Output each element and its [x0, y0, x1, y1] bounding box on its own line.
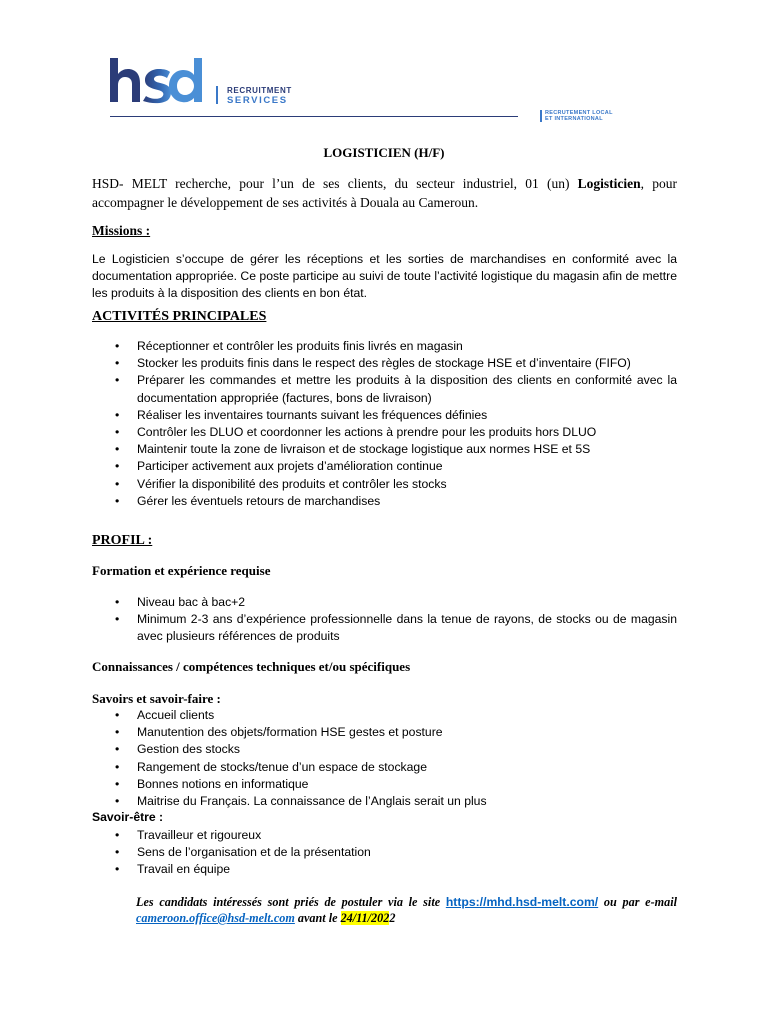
- bullet: •: [115, 862, 120, 877]
- list-item: [92, 355, 677, 372]
- footer-text1: Les candidats intéressés sont priés de postuler via le site: [136, 895, 446, 909]
- brand-line1: RECRUITMENT: [227, 86, 292, 95]
- list-item-text: Travail en équipe: [137, 862, 231, 877]
- list-item: [92, 844, 677, 861]
- savoirs-list: [92, 707, 677, 810]
- profil-heading: PROFIL :: [92, 533, 153, 548]
- savoir-etre-list: [92, 827, 677, 879]
- list-item-text: Sens de l’organisation et de la présentation: [137, 845, 371, 860]
- list-item: [92, 707, 677, 724]
- list-item: [92, 776, 677, 793]
- tagline-line1: RECRUTEMENT LOCAL: [545, 110, 613, 116]
- hsd-logo: [108, 56, 204, 104]
- list-item-text: Accueil clients: [137, 708, 215, 722]
- bullet: •: [115, 476, 120, 491]
- list-item-text: Stocker les produits finis dans le respect des règles de stockage HSE et d’inventaire (FIFO): [137, 356, 631, 371]
- bullet: •: [115, 845, 120, 860]
- intro-after: , pour accompagner le développement de ses activités à Douala au Cameroun.: [92, 176, 677, 210]
- formation-list: [92, 594, 677, 646]
- list-item-text: Travailleur et rigoureux: [137, 828, 262, 842]
- list-item-text: Minimum 2-3 ans d’expérience professionnelle dans la tenue de rayons, de stocks ou de magasin avec plusieurs références de produits: [137, 612, 677, 644]
- list-item-text: Vérifier la disponibilité des produits et contrôler les stocks: [137, 476, 447, 491]
- bullet: •: [115, 407, 120, 422]
- list-item-text: Manutention des objets/formation HSE gestes et posture: [137, 725, 443, 740]
- list-item: [92, 407, 677, 424]
- bullet: •: [115, 725, 120, 740]
- tagline-divider: [540, 110, 542, 122]
- list-item: [92, 424, 677, 441]
- list-item: [92, 338, 677, 355]
- list-item: [92, 493, 677, 510]
- list-item-text: Réceptionner et contrôler les produits finis livrés en magasin: [137, 339, 463, 353]
- list-item-text: Préparer les commandes et mettre les produits à la disposition des clients en conformité avec la documentation appropriée (factures, bons de livraison): [137, 373, 677, 405]
- list-item-text: Bonnes notions en informatique: [137, 776, 309, 791]
- bullet: •: [115, 339, 120, 353]
- deadline-date-end: 2: [389, 911, 396, 925]
- logo-divider: [216, 86, 218, 104]
- bullet: •: [115, 373, 120, 388]
- email-link[interactable]: cameroon.office@hsd-melt.com: [136, 911, 295, 925]
- list-item: [92, 724, 677, 741]
- list-item-text: Maitrise du Français. La connaissance de l’Anglais serait un plus: [137, 794, 487, 809]
- list-item-text: Gestion des stocks: [137, 742, 240, 757]
- list-item: [92, 827, 677, 844]
- bullet: •: [115, 442, 120, 457]
- savoir-etre-heading: Savoir-être :: [92, 810, 164, 824]
- list-item-text: Participer activement aux projets d’amélioration continue: [137, 459, 443, 474]
- list-item: [92, 594, 677, 611]
- list-item: [92, 476, 677, 493]
- intro-paragraph: [92, 174, 677, 212]
- tagline-line2: ET INTERNATIONAL: [545, 116, 603, 122]
- bullet: •: [115, 794, 120, 809]
- list-item-text: Réaliser les inventaires tournants suivant les fréquences définies: [137, 407, 488, 422]
- list-item-text: Contrôler les DLUO et coordonner les actions à prendre pour les produits hors DLUO: [137, 425, 597, 440]
- bullet: •: [115, 828, 120, 842]
- bullet: •: [115, 776, 120, 791]
- bullet: •: [115, 459, 120, 474]
- list-item: [92, 458, 677, 475]
- list-item: [92, 759, 677, 776]
- list-item: [92, 372, 677, 406]
- bullet: •: [115, 595, 120, 609]
- list-item: [92, 441, 677, 458]
- missions-text: Le Logisticien s’occupe de gérer les réceptions et les sorties de marchandises en conformité avec la documentation appropriée. Ce poste participe au suivi de toute l’activité logistique du magasin afin de mettre les produits à la disposition des clients en bon état.: [92, 252, 677, 300]
- bullet: •: [115, 356, 120, 371]
- list-item-text: Gérer les éventuels retours de marchandises: [137, 493, 381, 508]
- list-item: [92, 861, 677, 878]
- list-item-text: Maintenir toute la zone de livraison et de stockage logistique aux normes HSE et 5S: [137, 442, 591, 457]
- missions-heading: Missions :: [92, 223, 151, 238]
- bullet: •: [115, 493, 120, 508]
- header-rule: [110, 116, 518, 117]
- connaissances-heading: Connaissances / compétences techniques et/ou spécifiques: [92, 659, 411, 674]
- bullet: •: [115, 742, 120, 757]
- footer-text3: avant le: [294, 911, 341, 925]
- formation-heading: Formation et expérience requise: [92, 563, 271, 578]
- brand-line2: SERVICES: [227, 95, 288, 106]
- activites-heading: ACTIVITÉS PRINCIPALES: [92, 309, 267, 324]
- intro-bold: Logisticien: [577, 176, 641, 191]
- list-item: [92, 611, 677, 645]
- bullet: •: [115, 425, 120, 440]
- list-item-text: Rangement de stocks/tenue d’un espace de stockage: [137, 759, 427, 774]
- application-instructions: [136, 894, 677, 926]
- list-item-text: Niveau bac à bac+2: [137, 595, 246, 609]
- list-item: [92, 741, 677, 758]
- savoirs-heading: Savoirs et savoir-faire :: [92, 691, 221, 706]
- bullet: •: [115, 759, 120, 774]
- footer-text2: ou par e-mail: [598, 895, 677, 909]
- bullet: •: [115, 612, 120, 627]
- activites-list: [92, 338, 677, 510]
- site-link[interactable]: https://mhd.hsd-melt.com/: [445, 895, 599, 909]
- deadline-date: 24/11/202: [340, 911, 390, 925]
- job-title: LOGISTICIEN (H/F): [323, 145, 445, 160]
- bullet: •: [115, 708, 120, 722]
- intro-before: HSD- MELT recherche, pour l’un de ses clients, du secteur industriel, 01 (un): [92, 176, 578, 191]
- list-item: [92, 793, 677, 810]
